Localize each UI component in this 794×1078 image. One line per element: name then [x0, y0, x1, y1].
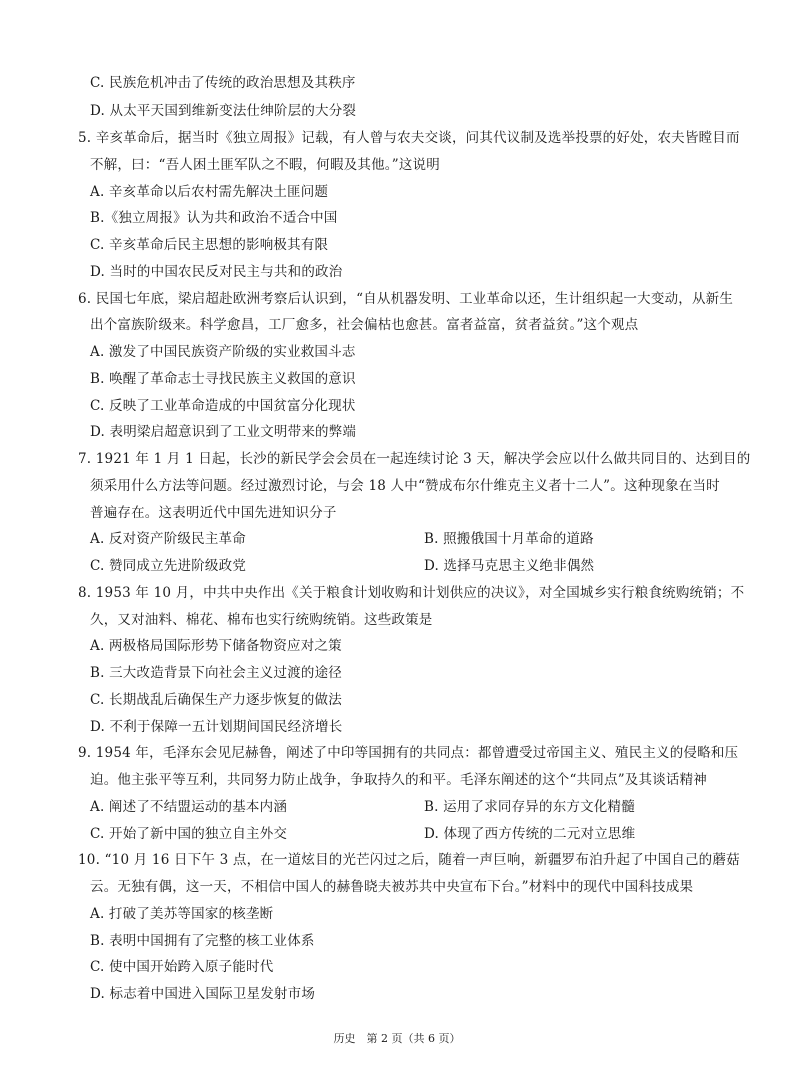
q6-stem-line-2: 出个富族阶级来。科学愈昌，工厂愈多，社会偏枯也愈甚。富者益富，贫者益贫。”这个观点	[90, 317, 639, 333]
q5-option-c: C. 辛亥革命后民主思想的影响极其有限	[90, 237, 329, 253]
q10-stem-line-1: 10. “10 月 16 日下午 3 点，在一道炫目的光芒闪过之后，随着一声巨响，新疆罗布泊升起了中国自己的蘑菇	[78, 852, 740, 868]
q10-option-b: B. 表明中国拥有了完整的核工业体系	[90, 933, 315, 949]
q8-option-d: D. 不利于保障一五计划期间国民经济增长	[90, 719, 343, 735]
q7-option-c: C. 赞同成立先进阶级政党	[90, 558, 247, 574]
q7-stem-line-3: 普遍存在。这表明近代中国先进知识分子	[90, 505, 337, 521]
q9-option-b: B. 运用了求同存异的东方文化精髓	[424, 799, 635, 815]
q9-stem-line-1: 9. 1954 年，毛泽东会见尼赫鲁，阐述了中印等国拥有的共同点：都曾遭受过帝国主义、殖民主义的侵略和压	[78, 745, 739, 761]
q9-stem-line-2: 迫。他主张平等互利，共同努力防止战争，争取持久的和平。毛泽东阐述的这个“共同点”及其谈话精神	[90, 772, 708, 788]
q8-option-c: C. 长期战乱后确保生产力逐步恢复的做法	[90, 692, 342, 708]
q8-stem-line-1: 8. 1953 年 10 月，中共中央作出《关于粮食计划收购和计划供应的决议》，对全国城乡实行粮食统购统销；不	[78, 585, 745, 601]
q7-stem-line-2: 须采用什么方法等问题。经过激烈讨论，与会 18 人中“赞成布尔什维克主义者十二人”。这种现象在当时	[90, 478, 720, 494]
q7-option-b: B. 照搬俄国十月革命的道路	[424, 531, 594, 547]
q10-option-d: D. 标志着中国进入国际卫星发射市场	[90, 986, 316, 1002]
q8-option-a: A. 两极格局国际形势下储备物资应对之策	[90, 638, 342, 654]
q6-stem-line-1: 6. 民国七年底，梁启超赴欧洲考察后认识到，“自从机器发明、工业革命以还，生计组织起一大变动，从新生	[78, 291, 734, 307]
q5-stem-line-1: 5. 辛亥革命后，据当时《独立周报》记载，有人曾与农夫交谈，问其代议制及选举投票的好处，农夫皆瞠目而	[78, 130, 740, 146]
q9-option-d: D. 体现了西方传统的二元对立思维	[424, 826, 636, 842]
q7-stem-line-1: 7. 1921 年 1 月 1 日起，长沙的新民学会会员在一起连续讨论 3 天，解决学会应以什么做共同目的、达到目的	[78, 451, 751, 467]
q5-stem-line-2: 不解，曰：“吾人困土匪军队之不暇，何暇及其他。”这说明	[90, 157, 440, 173]
q9-option-a: A. 阐述了不结盟运动的基本内涵	[90, 799, 288, 815]
q6-option-d: D. 表明梁启超意识到了工业文明带来的弊端	[90, 424, 357, 440]
q7-option-a: A. 反对资产阶级民主革命	[90, 531, 246, 547]
q7-option-d: D. 选择马克思主义绝非偶然	[424, 558, 595, 574]
q6-option-c: C. 反映了工业革命造成的中国贫富分化现状	[90, 398, 356, 414]
q8-option-b: B. 三大改造背景下向社会主义过渡的途径	[90, 665, 343, 681]
q4-option-c: C. 民族危机冲击了传统的政治思想及其秩序	[90, 75, 356, 91]
q10-stem-line-2: 云。无独有偶，这一天，不相信中国人的赫鲁晓夫被苏共中央宣布下台。”材料中的现代中国科技成果	[90, 879, 694, 895]
q6-option-a: A. 激发了中国民族资产阶级的实业救国斗志	[90, 344, 356, 360]
q5-option-b: B.《独立周报》认为共和政治不适合中国	[90, 210, 338, 226]
q4-option-d: D. 从太平天国到维新变法仕绅阶层的大分裂	[90, 103, 357, 119]
q10-option-c: C. 使中国开始跨入原子能时代	[90, 959, 274, 975]
q5-option-a: A. 辛亥革命以后农村需先解决土匪问题	[90, 184, 329, 200]
page-footer: 历史 第 2 页（共 6 页）	[333, 1032, 461, 1045]
q10-option-a: A. 打破了美苏等国家的核垄断	[90, 906, 274, 922]
q8-stem-line-2: 久，又对油料、棉花、棉布也实行统购统销。这些政策是	[90, 612, 433, 628]
q5-option-d: D. 当时的中国农民反对民主与共和的政治	[90, 264, 343, 280]
q6-option-b: B. 唤醒了革命志士寻找民族主义救国的意识	[90, 371, 356, 387]
q9-option-c: C. 开始了新中国的独立自主外交	[90, 826, 288, 842]
